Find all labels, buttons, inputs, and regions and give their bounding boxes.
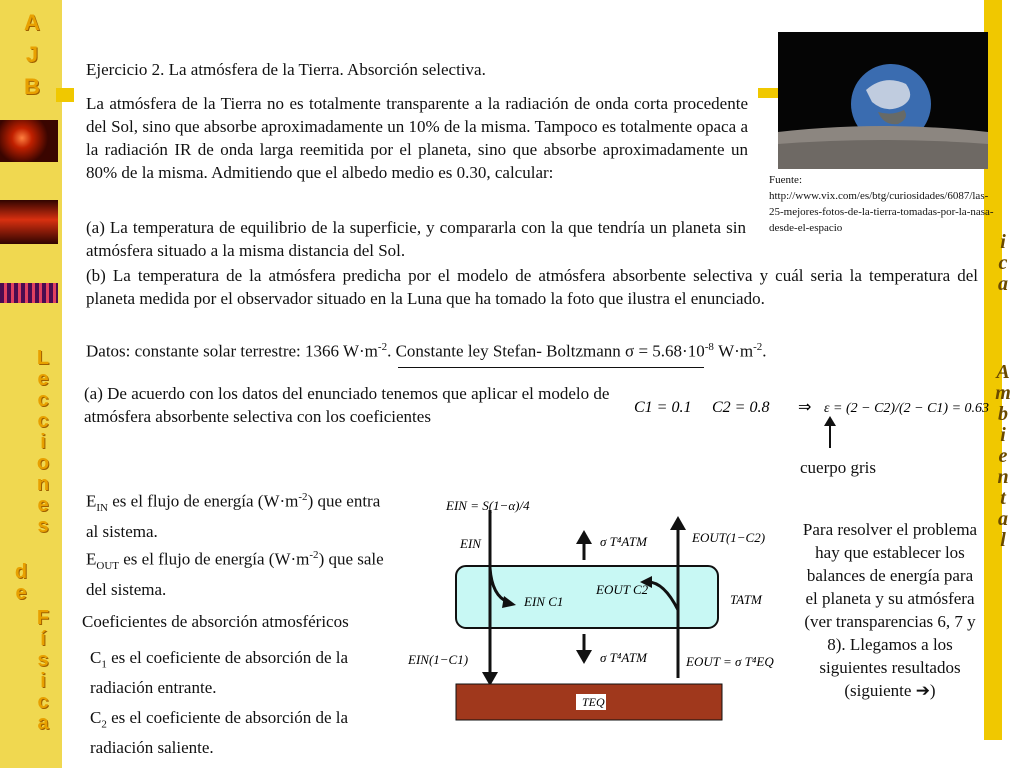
data-mid: . Constante ley Stefan- Boltzmann σ = 5.68·10 [387,341,705,361]
logo-letter: A [996,361,1010,383]
ein-label: E [86,491,97,511]
logo-word-lecciones [28,348,58,537]
divider [398,367,704,368]
ein-formula: EIN = S(1−α)/4 [446,498,530,513]
eout-bottom-label: EOUT = σ T⁴EQ [686,654,774,669]
logo-letter: s [37,649,49,671]
c1-value: C1 = 0.1 [634,399,692,416]
emissivity-formula: ε = (2 − C2)/(2 − C1) = 0.63 [824,401,990,416]
logo-letter: t [1000,487,1006,509]
logo-letter: i [40,670,46,692]
logo-letter: e [37,494,49,516]
logo-letter: i [1000,424,1006,446]
ein-text1: es el flujo de energía (W·m [108,491,299,511]
logo-letter: i [1000,231,1006,253]
logo-letter: n [997,466,1009,488]
c2-label: C [90,708,102,727]
logo-letter: a [998,508,1008,530]
ein-definition [86,486,386,543]
answer-a: (a) De acuerdo con los datos del enunciado tenemos que aplicar el modelo de atmósfera absorbente selectiva con los coeficientes [84,384,610,426]
c2-value: C2 = 0.8 [712,399,770,416]
logo-letter: i [40,431,46,453]
ein-text2: ) que entra al sistema. [86,491,381,542]
item-b: (b) La temperatura de la atmósfera predicha por el modelo de atmósfera absorbente selectiva y cuál seria la temperatura del planeta medida por el observador situado en la Luna que ha tomado la foto que ilustra el enunciado. [86,266,978,308]
intro-paragraph: La atmósfera de la Tierra no es totalmente transparente a la radiación de onda corta procedente del Sol, sino que absorbe aproximadamente un 10% de la misma. Tampoco es totalmente opaca a la radiación IR de onda larga reemitida por el planeta, sino que absorbe aproximadamente un 80% de la misma. Admitiendo que el albedo medio es 0.30, calcular: [86,94,748,182]
logo-letter: c [37,691,49,713]
c1-text: es el coeficiente de absorción de la radiación entrante. [90,648,349,698]
moon-surface-shadow [778,140,988,169]
logo-letter: c [998,252,1008,274]
ein-c1-label: EIN C1 [524,594,564,609]
earth-photo [778,32,988,169]
logo-letter-j: J [25,42,39,67]
logo-word-de [6,562,36,604]
coefficients-title: Coeficientes de absorción atmosféricos [82,612,349,631]
thumbnail-image-1 [0,120,58,162]
sigma-tatm-up: σ T⁴ATM [600,534,647,549]
eout-definition [86,544,386,601]
logo-letter: e [998,445,1008,467]
c1-definition [90,646,390,699]
tatm-up-arrow-head [576,530,592,544]
logo-letter-b: B [24,74,40,99]
gray-body-label: cuerpo gris [800,458,877,477]
logo-letter: e [37,368,49,390]
ein-bottom-label: EIN(1−C1) [408,652,469,667]
eout-label: E [86,549,97,569]
next-arrow[interactable]: ➔) [915,681,936,700]
earth-photo-svg [778,32,988,169]
page-title: Ejercicio 2. La atmósfera de la Tierra. Absorción selectiva. [86,60,486,79]
c1-label: C [90,648,102,667]
eout-sub: OUT [96,560,119,573]
eout-exp: -2 [309,549,319,561]
eout-text2: ) que sale del sistema. [86,549,384,600]
thumbnail-image-2 [0,200,58,244]
data-line [86,336,978,363]
pointer-arrow-head [824,416,836,426]
c2-sub: 2 [101,718,107,731]
data-end: . [762,341,767,361]
photo-source: Fuente: http://www.vix.com/es/btg/curiosidades/6087/las-25-mejores-fotos-de-la-tierra-tomadas-por-la-nasa-desde-el-espacio [769,174,994,234]
eout-top-label: EOUT(1−C2) [692,530,766,545]
logo-letter: b [998,403,1008,425]
logo-word-ambiental [988,362,1018,551]
logo-letter: F [36,607,50,629]
energy-balance-diagram [400,478,800,728]
ein-top-label: EIN [460,536,481,551]
logo-letter: a [37,712,49,734]
eout-text1: es el flujo de energía (W·m [119,549,310,569]
teq-label: TEQ [582,695,605,709]
logo-letter: e [15,582,27,604]
sigma-tatm-down: σ T⁴ATM [600,650,647,665]
logo-letter: o [36,452,50,474]
logo-letter: n [36,473,50,495]
data-exp2: -8 [704,341,714,353]
logo-letter: í [40,628,46,650]
logo-letter: l [1000,529,1006,551]
c1-sub: 1 [101,658,107,671]
c2-definition [90,706,390,759]
tatm-label: TATM [730,592,762,607]
logo-word-fisica [28,608,58,734]
logo-letter: L [36,347,50,369]
tatm-down-arrow-head [576,650,592,664]
data-prefix: Datos: constante solar terrestre: 1366 W·m [86,341,378,361]
logo-word-fisica-right [988,232,1018,295]
c2-text: es el coeficiente de absorción de la radiación saliente. [90,708,349,758]
logo-letter: c [37,410,49,432]
coefficient-formula [620,378,990,478]
logo-letter: c [37,389,49,411]
ein-exp: -2 [298,491,308,503]
eout-arrow-head [670,516,686,530]
logo-letter: d [14,561,28,583]
side-note [802,518,978,702]
logo-letter: s [37,515,49,537]
logo-letter: m [995,382,1011,404]
logo-accent [56,88,74,102]
ein-sub: IN [96,502,108,515]
side-note-text: Para resolver el problema hay que establecer los balances de energía para el planeta y su atmósfera (ver transparencias 6, 7 y 8). Llegamos a los siguientes resultados (siguiente [802,520,978,700]
logo-letter: a [998,273,1008,295]
data-exp3: -2 [753,341,763,353]
thumbnail-image-3 [0,283,58,303]
logo-letter-a: A [24,10,40,35]
eout-c2-label: EOUT C2 [596,582,649,597]
data-unit: W·m [713,341,754,361]
data-exp1: -2 [377,341,388,353]
implies-arrow: ⇒ [798,397,812,416]
item-a: (a) La temperatura de equilibrio de la superficie, y compararla con la que tendría un planeta sin atmósfera situado a la misma distancia del Sol. [86,218,746,260]
title-accent [758,88,780,98]
